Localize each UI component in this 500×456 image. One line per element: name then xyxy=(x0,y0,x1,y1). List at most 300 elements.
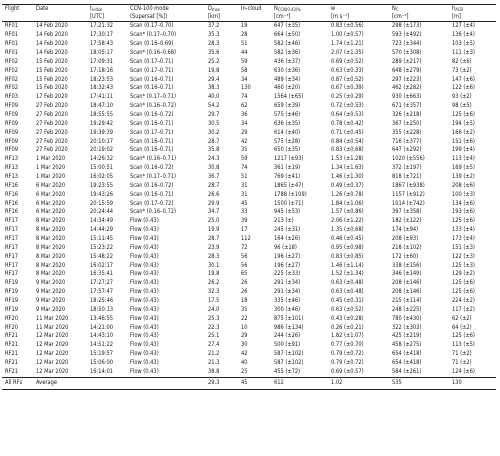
cell-t-initial: 14:21:00 xyxy=(90,324,113,331)
cell-flight: RF16 xyxy=(5,182,19,189)
cell-t-initial: 16:02:05 xyxy=(90,173,113,180)
cell-flight: RF17 xyxy=(5,218,19,225)
cell-in-cloud: 34 xyxy=(241,76,248,83)
table-row xyxy=(2,208,496,217)
summary-t-initial xyxy=(87,377,127,389)
cell-n-c: 346 (±149) xyxy=(392,271,422,278)
cell-ccn-mode: Scan (0.16–0.72) xyxy=(130,182,174,189)
cell-n-c: 654 (±418) xyxy=(392,360,422,367)
table-row xyxy=(2,235,496,244)
cell-w: 0.87 (±0.52) xyxy=(331,76,364,83)
cell-n-c: 174 (±94) xyxy=(392,227,419,234)
cell-flight: RF16 xyxy=(5,200,19,207)
cell-in-cloud: 58 xyxy=(241,67,248,74)
cell-flight: RF17 xyxy=(5,271,19,278)
cell-w: 0.43 (±0.28) xyxy=(331,315,364,322)
cell-in-cloud: 35 xyxy=(241,147,248,154)
cell-in-cloud: 56 xyxy=(241,253,248,260)
cell-h-acb: 113 (±5) xyxy=(452,342,475,349)
table-row xyxy=(2,138,496,147)
cell-n-ccn: 1564 (±65) xyxy=(274,94,304,101)
cell-n-c: 654 (±418) xyxy=(392,351,422,358)
cell-n-ccn: 460 (±20) xyxy=(274,85,301,92)
table-body xyxy=(2,22,496,377)
cell-w: 0.63 (±0.48) xyxy=(331,289,364,296)
table-row xyxy=(2,67,496,76)
header-d-max: $D_{max}$ xyxy=(205,5,238,14)
cell-flight: RF09 xyxy=(5,147,19,154)
cell-ccn-mode: Scan* (0.17–0.70) xyxy=(130,32,176,39)
cell-d-max: 30.1 xyxy=(208,262,220,269)
cell-n-ccn: 291 (±34) xyxy=(274,280,301,287)
cell-w: 0.63 (±0.52) xyxy=(331,306,364,313)
flight-data-table xyxy=(2,4,496,390)
cell-n-c: 208 (±146) xyxy=(392,289,422,296)
cell-ccn-mode: Scan (0.16–0.71) xyxy=(130,191,174,198)
header-flight: Flight xyxy=(2,5,33,14)
cell-flight: RF21 xyxy=(5,351,19,358)
cell-ccn-mode: Scan* (0.16–0.72) xyxy=(130,209,176,216)
table-row xyxy=(2,253,496,262)
cell-n-ccn: 636 (±35) xyxy=(274,120,301,127)
cell-date: 15 Feb 2020 xyxy=(36,58,68,65)
cell-w: 0.71 (±0.45) xyxy=(331,129,364,136)
cell-w: 1.82 (±1.07) xyxy=(331,333,364,340)
cell-t-initial: 19:29:42 xyxy=(90,120,113,127)
cell-w: 0.83 (±0.56) xyxy=(331,23,364,30)
cell-n-c: 298 (±173) xyxy=(392,23,422,30)
cell-date: 27 Feb 2020 xyxy=(36,120,68,127)
cell-ccn-mode: Flow (0.43) xyxy=(130,289,159,296)
cell-w: 1.00 (±0.57) xyxy=(331,32,364,39)
cell-w: 0.69 (±0.52) xyxy=(331,58,364,65)
cell-flight: RF13 xyxy=(5,156,19,163)
cell-n-ccn: 582 (±36) xyxy=(274,49,301,56)
cell-n-c: 1014 (±742) xyxy=(392,200,425,207)
table-row xyxy=(2,146,496,155)
cell-t-initial: 15:00:51 xyxy=(90,165,113,172)
cell-n-ccn: 614 (±40) xyxy=(274,129,301,136)
cell-t-initial: 20:10:17 xyxy=(90,138,113,145)
cell-d-max: 35.8 xyxy=(208,147,220,154)
header-n-ccn: $N_{CCN(0.43)\%}$ xyxy=(271,5,328,14)
cell-n-c: 780 (±430) xyxy=(392,315,422,322)
header-in-cloud-unit xyxy=(238,13,271,22)
cell-t-initial: 16:35:41 xyxy=(90,271,113,278)
cell-flight: RF09 xyxy=(5,120,19,127)
cell-in-cloud: 26 xyxy=(241,280,248,287)
cell-ccn-mode: Scan (0.17–0.71) xyxy=(130,67,174,74)
cell-flight: RF17 xyxy=(5,262,19,269)
cell-date: 27 Feb 2020 xyxy=(36,138,68,145)
cell-in-cloud: 31 xyxy=(241,182,248,189)
cell-n-ccn: 630 (±36) xyxy=(274,67,301,74)
table-row xyxy=(2,368,496,377)
cell-flight: RF20 xyxy=(5,315,19,322)
cell-date: 11 Mar 2020 xyxy=(36,315,69,322)
cell-in-cloud: 29 xyxy=(241,129,248,136)
cell-d-max: 26.2 xyxy=(208,280,220,287)
cell-flight: RF03 xyxy=(5,94,19,101)
cell-d-max: 19.8 xyxy=(208,271,220,278)
cell-n-c: 647 (±292) xyxy=(392,147,422,154)
cell-d-max: 19.9 xyxy=(208,227,220,234)
cell-n-c: 584 (±261) xyxy=(392,368,422,375)
cell-t-initial: 14:44:29 xyxy=(90,227,113,234)
table-row xyxy=(2,102,496,111)
cell-h-acb: 117 (±2) xyxy=(452,306,475,313)
cell-in-cloud: 10 xyxy=(241,324,248,331)
header-date-unit xyxy=(33,13,87,22)
cell-t-initial: 18:23:53 xyxy=(90,76,113,83)
cell-date: 12 Mar 2020 xyxy=(36,342,69,349)
cell-flight: RF02 xyxy=(5,67,19,74)
cell-w: 0.25 (±0.29) xyxy=(331,94,364,101)
cell-h-acb: 98 (±5) xyxy=(452,103,472,110)
header-n-c-unit: [cm⁻³] xyxy=(389,13,449,22)
cell-ccn-mode: Flow (0.43) xyxy=(130,306,159,313)
cell-in-cloud: 17 xyxy=(241,227,248,234)
cell-ccn-mode: Scan (0.16–0.71) xyxy=(130,138,174,145)
cell-w: 0.45 (±0.31) xyxy=(331,298,364,305)
cell-w: 0.95 (±0.98) xyxy=(331,244,364,251)
cell-h-acb: 151 (±3) xyxy=(452,244,475,251)
cell-flight: RF09 xyxy=(5,103,19,110)
cell-date: 27 Feb 2020 xyxy=(36,129,68,136)
cell-h-acb: 166 (±2) xyxy=(452,129,475,136)
cell-d-max: 30.5 xyxy=(208,120,220,127)
cell-flight: RF09 xyxy=(5,129,19,136)
cell-h-acb: 111 (±3) xyxy=(452,49,475,56)
cell-ccn-mode: Scan* (0.16–0.71) xyxy=(130,156,176,163)
cell-ccn-mode: Scan (0.17–0.70) xyxy=(130,23,174,30)
cell-date: 8 Mar 2020 xyxy=(36,244,66,251)
cell-n-ccn: 1500 (±71) xyxy=(274,200,304,207)
cell-h-acb: 173 (±4) xyxy=(452,236,475,242)
cell-ccn-mode: Scan (0.16–0.72) xyxy=(130,111,174,118)
cell-in-cloud: 56 xyxy=(241,262,248,269)
table-row xyxy=(2,341,496,350)
cell-in-cloud: 35 xyxy=(241,306,248,313)
table-row xyxy=(2,200,496,209)
summary-in-cloud: 45 xyxy=(238,377,271,389)
cell-d-max: 21.2 xyxy=(208,351,220,358)
cell-d-max: 30.8 xyxy=(208,165,220,172)
cell-n-c: 372 (±197) xyxy=(392,165,422,172)
cell-h-acb: 199 (±4) xyxy=(452,147,475,154)
cell-w: 0.83 (±0.85) xyxy=(331,253,364,260)
cell-in-cloud: 30 xyxy=(241,342,248,349)
cell-w: 0.78 (±0.42) xyxy=(331,120,364,127)
cell-n-c: 570 (±308) xyxy=(392,49,422,56)
cell-t-initial: 20:15:59 xyxy=(90,200,113,207)
cell-n-ccn: 587 (±102) xyxy=(274,351,304,358)
cell-t-initial: 17:30:17 xyxy=(90,32,113,39)
cell-h-acb: 113 (±4) xyxy=(452,156,475,163)
cell-t-initial: 16:02:17 xyxy=(90,262,113,269)
cell-d-max: 25.0 xyxy=(208,218,220,225)
cell-n-ccn: 244 (±26) xyxy=(274,333,301,340)
cell-h-acb: 193 (±6) xyxy=(452,209,475,216)
cell-ccn-mode: Flow (0.43) xyxy=(130,342,159,349)
cell-in-cloud: 112 xyxy=(241,236,251,242)
cell-in-cloud: 33 xyxy=(241,209,248,216)
cell-w: 1.53 (±1.28) xyxy=(331,156,364,163)
cell-ccn-mode: Flow (0.43) xyxy=(130,298,159,305)
cell-t-initial: 14:34:49 xyxy=(90,218,113,225)
cell-n-ccn: 196 (±27) xyxy=(274,262,301,269)
cell-ccn-mode: Flow (0.43) xyxy=(130,271,159,278)
cell-d-max: 28.3 xyxy=(208,41,220,48)
cell-date: 6 Mar 2020 xyxy=(36,209,66,216)
cell-t-initial: 18:50:13 xyxy=(90,306,113,313)
summary-d-max: 29.3 xyxy=(205,377,238,389)
cell-date: 14 Feb 2020 xyxy=(36,49,68,56)
cell-n-ccn: 245 (±31) xyxy=(274,227,301,234)
cell-d-max: 24.3 xyxy=(208,156,220,163)
table-row xyxy=(2,111,496,120)
cell-date: 12 Mar 2020 xyxy=(36,368,69,375)
cell-in-cloud: 45 xyxy=(241,200,248,207)
cell-t-initial: 15:19:57 xyxy=(90,351,113,358)
header-n-c: $N_C$ xyxy=(389,5,449,14)
cell-n-ccn: 1865 (±47) xyxy=(274,182,304,189)
cell-d-max: 28.7 xyxy=(208,138,220,145)
cell-d-max: 25.2 xyxy=(208,58,220,65)
cell-d-max: 28.7 xyxy=(208,236,220,242)
table-row xyxy=(2,279,496,288)
cell-h-acb: 139 (±2) xyxy=(452,173,475,180)
cell-flight: RF02 xyxy=(5,85,19,92)
cell-n-ccn: 575 (±46) xyxy=(274,111,301,118)
cell-h-acb: 125 (±6) xyxy=(452,333,475,340)
cell-flight: RF09 xyxy=(5,111,19,118)
cell-d-max: 21.3 xyxy=(208,360,220,367)
cell-d-max: 19.8 xyxy=(208,67,220,74)
cell-t-initial: 14:51:22 xyxy=(90,342,113,349)
table-row xyxy=(2,182,496,191)
cell-d-max: 27.4 xyxy=(208,342,220,349)
cell-ccn-mode: Flow (0.43) xyxy=(130,368,159,375)
cell-w: 0.77 (±0.70) xyxy=(331,342,364,349)
cell-n-c: 462 (±282) xyxy=(392,85,422,92)
cell-t-initial: 17:58:43 xyxy=(90,41,113,48)
cell-n-c: 208 (±146) xyxy=(392,280,422,287)
cell-date: 27 Feb 2020 xyxy=(36,103,68,110)
cell-flight: RF09 xyxy=(5,138,19,145)
table-row xyxy=(2,120,496,129)
cell-ccn-mode: Scan (0.17–0.71) xyxy=(130,129,174,136)
cell-d-max: 24.0 xyxy=(208,306,220,313)
cell-ccn-mode: Flow (0.43) xyxy=(130,244,159,251)
cell-t-initial: 18:47:10 xyxy=(90,103,113,110)
cell-ccn-mode: Flow (0.43) xyxy=(130,253,159,260)
summary-row xyxy=(2,377,496,389)
cell-w: 1.46 (±1.14) xyxy=(331,262,364,269)
cell-in-cloud: 26 xyxy=(241,289,248,296)
cell-h-acb: 129 (±2) xyxy=(452,271,475,278)
cell-w: 0.46 (±0.45) xyxy=(331,236,364,242)
cell-n-c: 248 (±225) xyxy=(392,306,422,313)
cell-in-cloud: 42 xyxy=(241,351,248,358)
cell-w: 0.63 (±0.33) xyxy=(331,67,364,74)
cell-d-max: 38.8 xyxy=(208,368,220,375)
cell-flight: RF19 xyxy=(5,298,19,305)
cell-date: 14 Feb 2020 xyxy=(36,41,68,48)
cell-n-ccn: 1217 (±93) xyxy=(274,156,304,163)
cell-n-ccn: 582 (±46) xyxy=(274,41,301,48)
cell-w: 2.06 (±1.22) xyxy=(331,218,364,225)
cell-flight: RF16 xyxy=(5,191,19,198)
header-n-ccn-unit: [cm⁻³] xyxy=(271,13,328,22)
cell-in-cloud: 51 xyxy=(241,41,248,48)
header-w: w xyxy=(328,5,389,14)
cell-t-initial: 17:21:32 xyxy=(90,23,113,30)
cell-in-cloud: 40 xyxy=(241,360,248,367)
header-t-initial-unit: [UTC] xyxy=(87,13,127,22)
cell-h-acb: 133 (±4) xyxy=(452,227,475,234)
table-row xyxy=(2,58,496,67)
cell-t-initial: 15:23:22 xyxy=(90,244,113,251)
cell-date: 15 Feb 2020 xyxy=(36,76,68,83)
cell-in-cloud: 25 xyxy=(241,368,248,375)
cell-t-initial: 18:32:43 xyxy=(90,85,113,92)
cell-flight: RF17 xyxy=(5,253,19,260)
cell-flight: RF20 xyxy=(5,324,19,331)
cell-flight: RF16 xyxy=(5,209,19,216)
cell-ccn-mode: Flow (0.43) xyxy=(130,324,159,331)
cell-ccn-mode: Scan (0.17–0.71) xyxy=(130,58,174,65)
cell-ccn-mode: Scan (0.16–0.71) xyxy=(130,147,174,154)
cell-d-max: 17.5 xyxy=(208,298,220,305)
cell-h-acb: 194 (±5) xyxy=(452,120,475,127)
table-row xyxy=(2,324,496,333)
cell-ccn-mode: Scan (0.16–0.72) xyxy=(130,165,174,172)
cell-n-ccn: 361 (±19) xyxy=(274,165,301,172)
cell-d-max: 29.4 xyxy=(208,76,220,83)
cell-n-c: 397 (±358) xyxy=(392,209,422,216)
header-in-cloud: In-cloud xyxy=(238,5,271,14)
cell-w: 1.84 (±1.06) xyxy=(331,200,364,207)
cell-in-cloud: 42 xyxy=(241,138,248,145)
cell-w: 1.26 (±0.78) xyxy=(331,191,364,198)
cell-date: 27 Feb 2020 xyxy=(36,147,68,154)
table-row xyxy=(2,306,496,315)
cell-in-cloud: 62 xyxy=(241,103,248,110)
table-row xyxy=(2,155,496,164)
cell-in-cloud: 19 xyxy=(241,23,248,30)
cell-ccn-mode: Flow (0.43) xyxy=(130,333,159,340)
table-row xyxy=(2,244,496,253)
cell-n-ccn: 164 (±26) xyxy=(274,236,301,242)
cell-ccn-mode: Scan (0.16–0.71) xyxy=(130,85,174,92)
cell-ccn-mode: Scan (0.16–0.69) xyxy=(130,41,174,48)
cell-h-acb: 125 (±6) xyxy=(452,289,475,296)
cell-n-ccn: 587 (±102) xyxy=(274,360,304,367)
cell-t-initial: 15:11:45 xyxy=(90,236,113,242)
cell-in-cloud: 74 xyxy=(241,165,248,172)
header-date: Date xyxy=(33,5,87,14)
summary-flight: All RFs xyxy=(2,377,33,389)
cell-w: 0.84 (±0.54) xyxy=(331,138,364,145)
cell-n-ccn: 500 (±91) xyxy=(274,342,301,349)
cell-h-acb: 64 (±2) xyxy=(452,324,472,331)
cell-d-max: 34.7 xyxy=(208,209,220,216)
cell-n-c: 338 (±156) xyxy=(392,262,422,269)
cell-w: 0.79 (±0.72) xyxy=(331,351,364,358)
table-row xyxy=(2,84,496,93)
cell-flight: RF21 xyxy=(5,333,19,340)
cell-h-acb: 93 (±2) xyxy=(452,94,472,101)
cell-n-ccn: 213 (±) xyxy=(274,218,294,225)
cell-n-c: 425 (±219) xyxy=(392,333,422,340)
cell-n-c: 1020 (±556) xyxy=(392,156,425,163)
cell-n-ccn: 300 (±46) xyxy=(274,306,301,313)
cell-n-c: 172 (±60) xyxy=(392,253,419,260)
cell-n-ccn: 291 (±34) xyxy=(274,289,301,296)
cell-w: 1.74 (±1.21) xyxy=(331,41,364,48)
cell-flight: RF02 xyxy=(5,76,19,83)
cell-n-ccn: 455 (±72) xyxy=(274,368,301,375)
cell-n-ccn: 225 (±33) xyxy=(274,271,301,278)
cell-h-acb: 82 (±6) xyxy=(452,58,472,65)
cell-ccn-mode: Flow (0.43) xyxy=(130,218,159,225)
cell-h-acb: 125 (±3) xyxy=(452,262,475,269)
cell-h-acb: 151 (±6) xyxy=(452,138,475,145)
cell-t-initial: 17:18:16 xyxy=(90,67,113,74)
table-row xyxy=(2,129,496,138)
cell-d-max: 38.3 xyxy=(208,85,220,92)
cell-w: 0.79 (±0.72) xyxy=(331,360,364,367)
cell-h-acb: 125 (±6) xyxy=(452,111,475,118)
cell-flight: RF19 xyxy=(5,289,19,296)
cell-w: 0.69 (±0.57) xyxy=(331,368,364,375)
cell-t-initial: 16:14:01 xyxy=(90,368,113,375)
cell-t-initial: 20:19:02 xyxy=(90,147,113,154)
cell-flight: RF01 xyxy=(5,23,19,30)
cell-flight: RF21 xyxy=(5,342,19,349)
cell-n-ccn: 489 (±34) xyxy=(274,76,301,83)
cell-flight: RF19 xyxy=(5,280,19,287)
cell-flight: RF13 xyxy=(5,173,19,180)
cell-t-initial: 18:05:17 xyxy=(90,49,113,56)
cell-n-ccn: 659 (±39) xyxy=(274,103,301,110)
cell-w: 0.26 (±0.21) xyxy=(331,324,364,331)
cell-w: 0.72 (±0.53) xyxy=(331,103,364,110)
cell-w: 1.35 (±0.68) xyxy=(331,227,364,234)
cell-date: 9 Mar 2020 xyxy=(36,306,66,313)
cell-date: 12 Mar 2020 xyxy=(36,360,69,367)
header-d-max-unit: [km] xyxy=(205,13,238,22)
cell-ccn-mode: Scan* (0.17–0.71) xyxy=(130,173,176,180)
cell-w: 0.63 (±0.48) xyxy=(331,280,364,287)
header-ccn-mode: CCN-100 mode xyxy=(127,5,205,14)
cell-n-ccn: 436 (±37) xyxy=(274,58,301,65)
cell-t-initial: 17:41:11 xyxy=(90,94,113,101)
cell-in-cloud: 59 xyxy=(241,58,248,65)
cell-date: 1 Mar 2020 xyxy=(36,173,66,180)
cell-n-c: 818 (±721) xyxy=(392,173,422,180)
cell-t-initial: 17:27:27 xyxy=(90,280,113,287)
cell-in-cloud: 59 xyxy=(241,156,248,163)
cell-h-acb: 136 (±4) xyxy=(452,32,475,39)
table-header xyxy=(2,5,496,22)
table-row xyxy=(2,191,496,200)
table-row xyxy=(2,22,496,31)
cell-date: 8 Mar 2020 xyxy=(36,253,66,260)
cell-d-max: 28.3 xyxy=(208,253,220,260)
cell-ccn-mode: Flow (0.43) xyxy=(130,227,159,234)
